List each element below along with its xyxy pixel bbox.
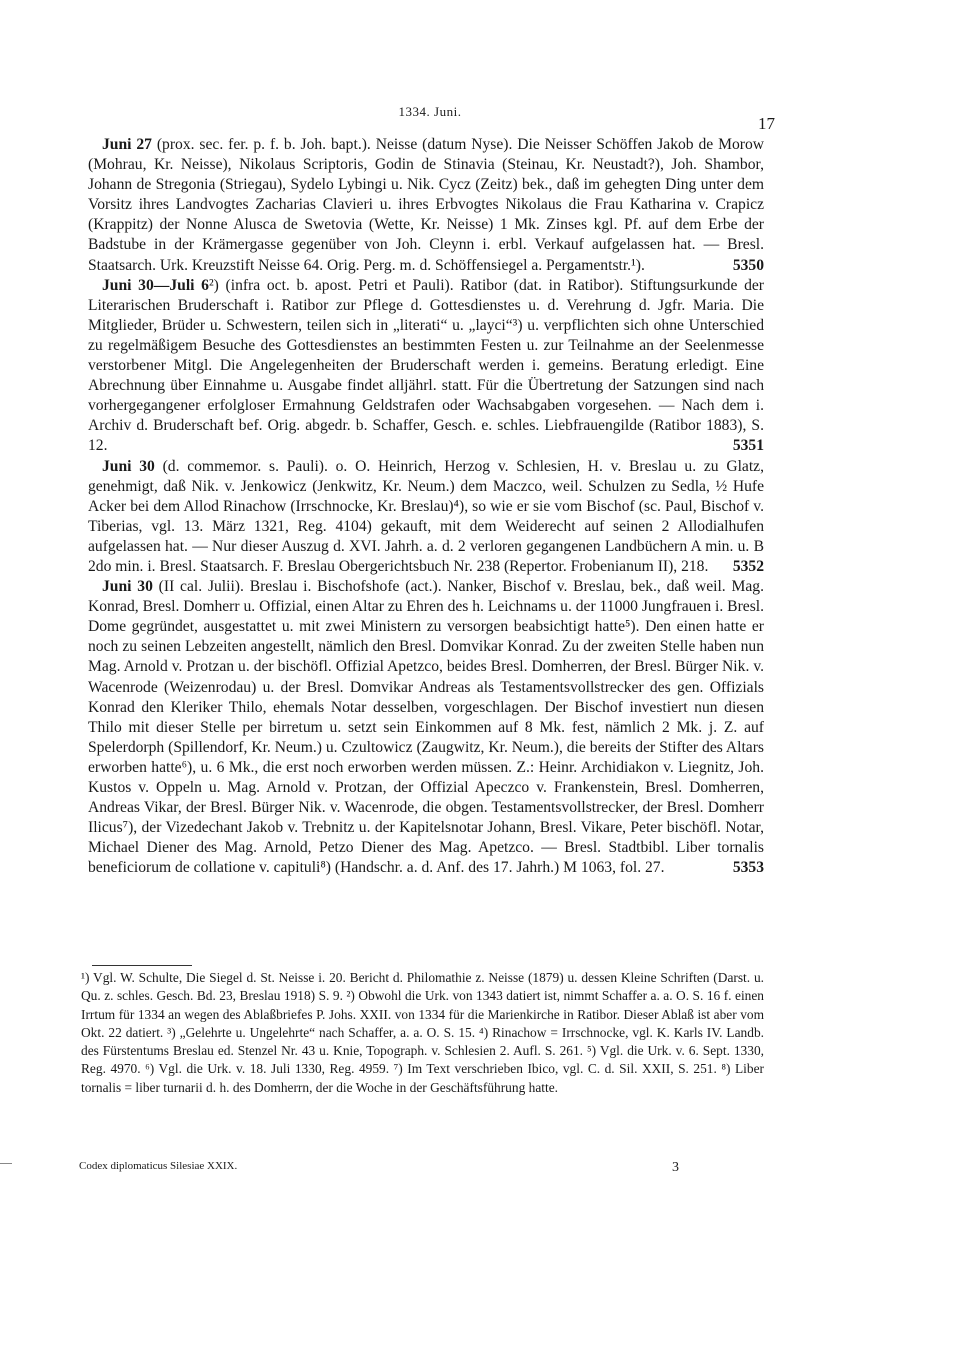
entry-number: 5353 (732, 859, 764, 877)
footnotes (81, 969, 764, 1097)
entry-date: Juni 30 (102, 457, 155, 475)
footnote-rule (92, 965, 192, 966)
signature-number: 3 (672, 1160, 679, 1175)
entry-5350 (88, 135, 764, 276)
regesta-entries (88, 135, 764, 878)
scan-edge-mark (0, 1163, 12, 1164)
entry-number: 5352 (732, 557, 764, 575)
page-number: 17 (758, 114, 775, 133)
entry-text: (d. commemor. s. Pauli). o. O. Heinrich, Herzog v. Schlesien, H. v. Breslau u. zu Glatz, genehmigt, daß Nik. v. Jenkowicz (Jenkwitz, Kr. Neum.) dem Maczco, weil. Schulzen zu Sedla, ½ Hufe Acker bei dem Allod Rinachow (Irrschnocke, Kr. Breslau)⁴), so wie er sie vom Bischof (sc. Paul, Bischof v. Tiberias, vgl. 13. März 1321, Reg. 4104) gekauft, mit dem Weiderecht auf seinen 2 Allodialhufen aufgelassen hat. — Nur dieser Auszug d. XVI. Jahrh. a. d. 2 verloren gegangenen Landbüchern A min. u. B 2do min. i. Bresl. Staatsarch. F. Breslau Obergerichtsbuch Nr. 238 (Repertor. Frobenianum II), 218. (88, 457, 764, 575)
signature-label: Codex diplomaticus Silesiae XXIX. (79, 1160, 238, 1172)
entry-5353 (88, 577, 764, 878)
entry-date: Juni 30 (102, 578, 153, 596)
entry-date: Juni 27 (102, 136, 152, 153)
entry-text: (prox. sec. fer. p. f. b. Joh. bapt.). Neisse (datum Nyse). Die Neisser Schöffen Jakob de Morow (Mohrau, Kr. Neisse), Nikolaus Scriptoris, Godin de Stinavia (Steinau, Kr. Neustadt?), Joh. Shambor, Johann de Stregonia (Striegau), Sydelo Lybingi u. Nik. Cycz (Zeitz) bek., daß im gehegten Ding unter dem Vorsitz ihres Landvogtes Zacharias Clavieri u. ihres Erbvogtes Nikolaus die Frau Katharina v. Crapicz (Krappitz) der Nonne Alusca de Swetovia (Wette, Kr. Neisse) 1 Mk. Zinses kgl. Pf. auf dem Erbe der Badstube in der Krämergasse gegenüber von Joh. Cleynn i. erbl. Verkauf aufgelassen hat. — Bresl. Staatsarch. Urk. Kreuzstift Neisse 64. Orig. Perg. m. d. Schöffensiegel a. Pergamentstr.¹). (88, 136, 765, 274)
entry-number: 5351 (732, 437, 764, 455)
printer-signature (79, 1160, 765, 1175)
entry-5351 (88, 276, 764, 457)
entry-number: 5350 (732, 256, 764, 274)
entry-text: (II cal. Julii). Breslau i. Bischofshofe (act.). Nanker, Bischof v. Breslau, bek., daß weil. Mag. Konrad, Bresl. Domherr u. Offizial, einen Altar zu Ehren des h. Leichnams u. der 11000 Jungfrauen i. Bresl. Dome gegründet, ausgestattet u. mit zwei Ministern zu versorgen beabsichtigt hatte⁵). Den einen hatte er noch zu seinen Lebzeiten angestellt, nämlich den Bresl. Domvikar Konrad. Zu der zweiten Stelle haben nun Mag. Arnold v. Protzan u. der bischöfl. Offizial Apetzco, beides Bresl. Domherren, der Bresl. Bürger Nik. v. Wacenrode (Weizenrodau) u. der Bresl. Domvikar Andreas als Testamentsvollstrecker des gen. Offizials Konrad den Kleriker Thilo, ehemals Notar desselben, vorgeschlagen. Der Bischof investiert nun diesen Thilo mit dieser Stelle per birretum u. setzt sein Einkommen auf 8 Mk. fest, nämlich 2 Mk. j. Z. auf Spelerdorph (Spillendorf, Kr. Neum.) u. Czultowicz (Zaugwitz, Kr. Neum.), die bereits der Stifter des Altars erworben hatte⁶), u. 6 Mk., die erst noch erworben werden müssen. Z.: Heinr. Archidiakon v. Liegnitz, Joh. Kustos v. Oppeln u. Mag. Arnold v. Protzan, der Offizial Apeczco v. Frankenstein, Bresl. Domherren, Andreas Vikar, der Bresl. Bürger Nik. v. Wacenrode, die obgen. Testamentsvollstrecker, der Bresl. Domherr Ilicus⁷), der Vizedechant Jakob v. Trebnitz u. der Kapitelsnotar Johann, Bresl. Vikare, Peter bischöfl. Notar, Michael Diener des Mag. Arnold, Petzo Diener des Mag. Apetzco. — Bresl. Stadtbibl. Liber tornalis beneficiorum de collatione v. capituli⁸) (Handschr. a. d. Anf. des 17. Jahrh.) M 1063, fol. 27. (88, 578, 764, 877)
footnote-block: ¹) Vgl. W. Schulte, Die Siegel d. St. Neisse i. 20. Bericht d. Philomathie z. Neisse (1879) u. dessen Kleine Schriften (Darst. u. Qu. z. schles. Gesch. Bd. 23, Breslau 1918) S. 9. ²) Obwohl die Urk. von 1343 datiert ist, nimmt Schaffer a. a. O. S. 16 f. einen Irrtum für 1334 an wegen des Ablaßbriefes P. Johs. XXII. von 1334 für die Marienkirche in Ratibor. Dieser Ablaß ist aber vom Okt. 22 datiert. ³) „Gelehrte u. Ungelehrte“ nach Schaffer, a. a. O. S. 15. ⁴) Rinachow = Irrschnocke, vgl. K. Karls IV. Landb. des Fürstentums Breslau ed. Stenzel Nr. 43 u. Knie, Topograph. v. Schlesien 2. Aufl. S. 261. ⁵) Vgl. die Urk. v. 6. Sept. 1330, Reg. 4970. ⁶) Vgl. die Urk. v. 18. Juli 1330, Reg. 4959. ⁷) Im Text verschrieben Ibico, vgl. C. d. Sil. XXII, S. 251. ⁸) Liber tornalis = liber turnarii d. h. des Domherrn, der die Woche in der Geschäftsführung hatte. (81, 970, 764, 1095)
entry-5352 (88, 457, 764, 578)
header-title: 1334. Juni. (398, 104, 462, 119)
entry-text: ²) (infra oct. b. apost. Petri et Pauli). Ratibor (dat. in Ratibor). Stiftungsurkunde der Literarischen Bruderschaft i. Ratibor zur Pflege d. Gottesdienstes u. d. Verehrung d. Jgfr. Maria. Die Mitglieder, Brüder u. Schwestern, teilen sich in „literati“ u. „layci“³) u. verpflichten sich ohne Unterschied zu regelmäßigem Besuche des Gottesdienstes an bestimmten Festen u. zur Teilnahme an der Seelenmesse verstorbener Mitgl. Die Angelegenheiten der Bruderschaft werden i. gemeins. Beratung erledigt. Eine Abrechnung über Einnahme u. Ausgabe findet alljährl. statt. Für die Übertretung der Satzungen sind nach vorhergegangener erfolgloser Ermahnung Geldstrafen oder Wachsabgaben vorgesehen. — Nach dem i. Archiv d. Bruderschaft bef. Orig. abgedr. b. Schaffer, Gesch. e. schles. Liebfrauengilde (Ratibor 1883), S. 12. (88, 276, 765, 455)
entry-date: Juni 30—Juli 6 (102, 276, 209, 294)
